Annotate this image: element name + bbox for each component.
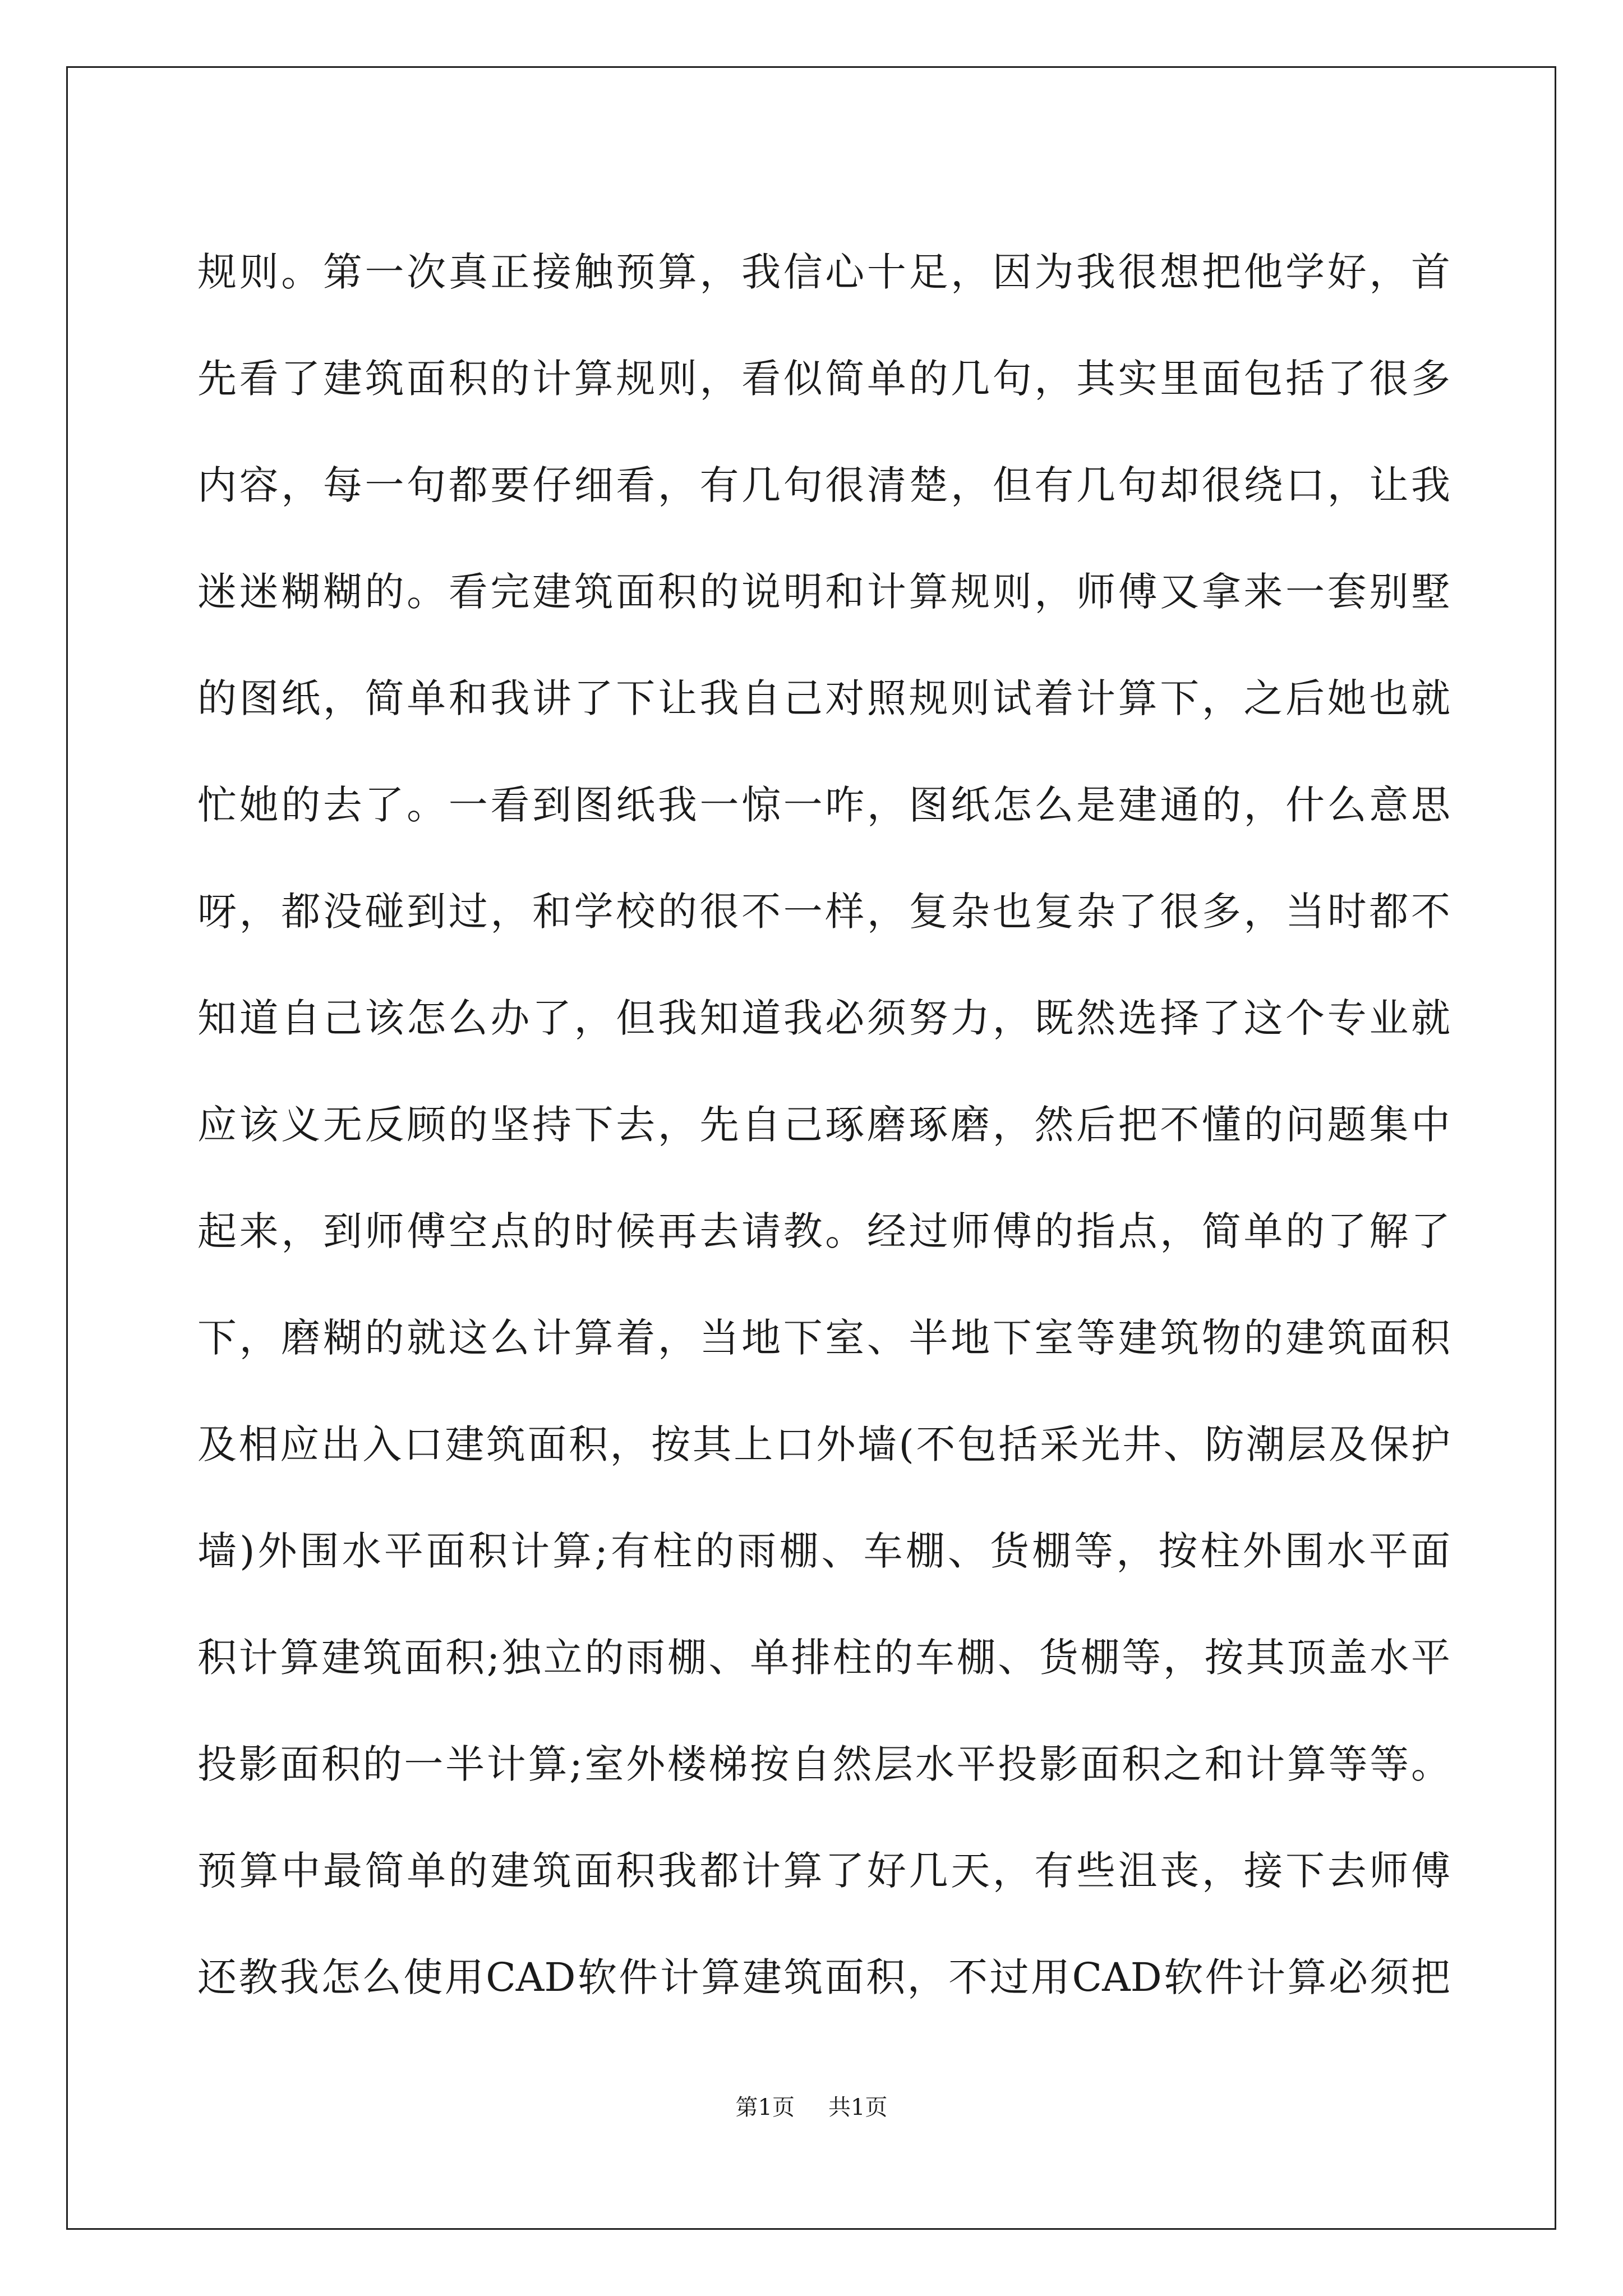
text-line-7: 呀，都没碰到过，和学校的很不一样，复杂也复杂了很多，当时都不 [197, 889, 1450, 935]
text-line-14: 积计算建筑面积;独立的雨棚、单排柱的车棚、货棚等，按其顶盖水平 [197, 1635, 1450, 1681]
text-line-17: 还教我怎么使用CAD软件计算建筑面积，不过用CAD软件计算必须把 [197, 1954, 1450, 2000]
text-line-11: 下，磨糊的就这么计算着，当地下室、半地下室等建筑物的建筑面积 [197, 1315, 1450, 1361]
text-line-15: 投影面积的一半计算;室外楼梯按自然层水平投影面积之和计算等等。 [197, 1741, 1450, 1787]
text-line-16: 预算中最简单的建筑面积我都计算了好几天，有些沮丧，接下去师傅 [197, 1848, 1450, 1894]
page-number: 第1页 [735, 2095, 795, 2120]
text-line-13: 墙)外围水平面积计算;有柱的雨棚、车棚、货棚等，按柱外围水平面 [197, 1528, 1450, 1574]
body-text [197, 219, 1450, 2031]
text-line-10: 起来，到师傅空点的时候再去请教。经过师傅的指点，简单的了解了 [197, 1208, 1450, 1254]
page-footer [0, 2091, 1623, 2124]
text-line-6: 忙她的去了。一看到图纸我一惊一咋，图纸怎么是建通的，什么意思 [197, 782, 1450, 828]
text-line-5: 的图纸，简单和我讲了下让我自己对照规则试着计算下，之后她也就 [197, 675, 1450, 721]
text-line-4: 迷迷糊糊的。看完建筑面积的说明和计算规则，师傅又拿来一套别墅 [197, 569, 1450, 615]
text-line-12: 及相应出入口建筑面积，按其上口外墙(不包括采光井、防潮层及保护 [197, 1421, 1450, 1467]
text-line-3: 内容，每一句都要仔细看，有几句很清楚，但有几句却很绕口，让我 [197, 462, 1450, 508]
text-line-2: 先看了建筑面积的计算规则，看似简单的几句，其实里面包括了很多 [197, 356, 1450, 402]
text-line-1: 规则。第一次真正接触预算，我信心十足，因为我很想把他学好，首 [197, 249, 1450, 295]
text-line-9: 应该义无反顾的坚持下去，先自己琢磨琢磨，然后把不懂的问题集中 [197, 1102, 1450, 1148]
text-line-8: 知道自己该怎么办了，但我知道我必须努力，既然选择了这个专业就 [197, 995, 1450, 1041]
page-total: 共1页 [828, 2095, 888, 2120]
